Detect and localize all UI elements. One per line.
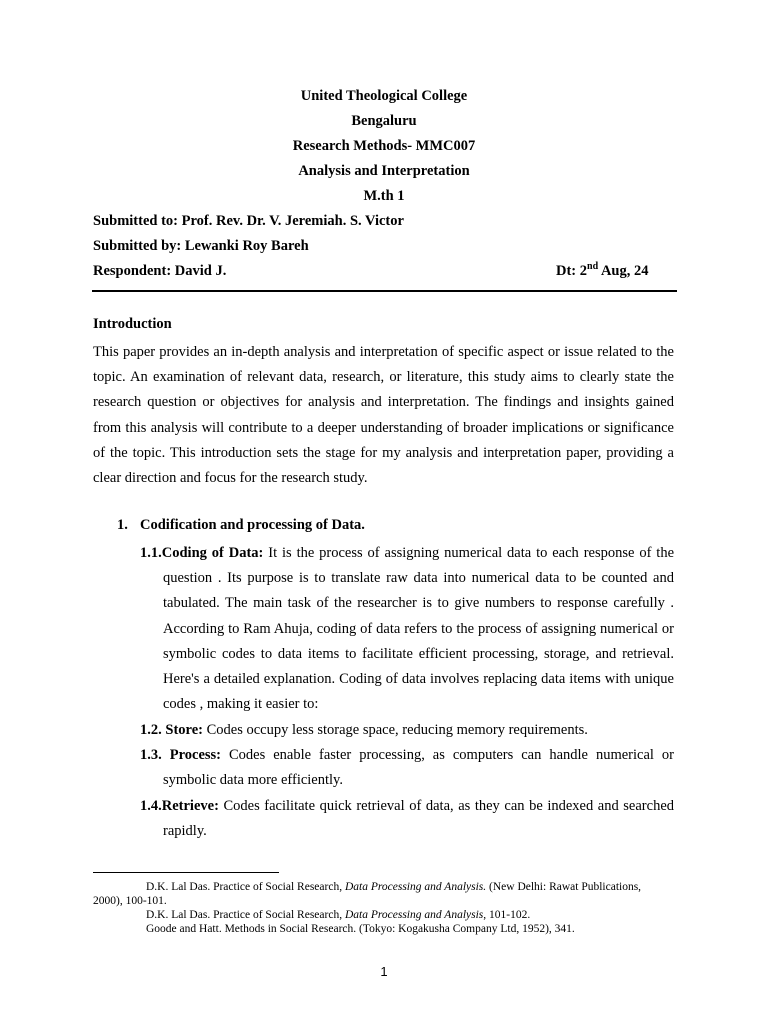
respondent: Respondent: David J. (93, 263, 227, 279)
subsection-text: It is the process of assigning numerical data to each response of the question . Its purpose is to translate raw data into numerical data to be counted and tabulated. The main task of the researcher is to give numbers to response carefully . According to Ram Ahuja, coding of data refers to the process of assigning numerical or symbolic codes to data items to facilitate efficient processing, storage, and retrieval. Here's a detailed explanation. Coding of data involves replacing data items with unique codes , making it easier to: (163, 545, 674, 713)
footnote-1: D.K. Lal Das. Practice of Social Research, Data Processing and Analysis. (New Delhi: Rawat Publications, 2000), 100-101. (93, 881, 642, 907)
introduction-heading: Introduction (93, 316, 172, 332)
subsection-1-3 (140, 743, 674, 793)
paper-topic: Analysis and Interpretation (298, 163, 470, 179)
page-number: 1 (380, 964, 388, 979)
subsection-1-2 (140, 718, 674, 743)
subsection-text: Codes enable faster processing, as computers can handle numerical or symbolic data more efficiently. (163, 747, 674, 789)
subsection-1-4 (140, 794, 674, 844)
submitted-by: Submitted by: Lewanki Roy Bareh (93, 238, 309, 254)
section-1-heading (117, 517, 365, 534)
subsection-text: Codes facilitate quick retrieval of data, as they can be indexed and searched rapidly. (163, 798, 674, 840)
subsection-label: 1.3. Process: (140, 747, 221, 763)
submitted-to: Submitted to: Prof. Rev. Dr. V. Jeremiah. S. Victor (93, 213, 404, 229)
date-superscript: nd (587, 261, 599, 273)
date-prefix: Dt: 2 (556, 263, 588, 279)
introduction-paragraph: This paper provides an in-depth analysis and interpretation of specific aspect or issue related to the topic. An examination of relevant data, research, or literature, this study aims to clearly state the research question or objectives for analysis and interpretation. The findings and insights gained from this analysis will contribute to a deeper understanding of broader implications or significance of the topic. This introduction sets the stage for my analysis and interpretation paper, providing a clear direction and focus for the research study. (93, 344, 674, 487)
date-suffix: Aug, 24 (598, 263, 649, 279)
subsection-label: 1.2. Store: (140, 722, 203, 738)
subsection-label: 1.4.Retrieve: (140, 798, 219, 814)
college-name: United Theological College (300, 88, 468, 104)
subsection-label: 1.1.Coding of Data: (140, 545, 264, 561)
subsection-1-1 (140, 541, 674, 717)
subsection-text: Codes occupy less storage space, reducing memory requirements. (202, 722, 588, 738)
footnote-2: D.K. Lal Das. Practice of Social Research, Data Processing and Analysis, 101-102. (146, 909, 531, 921)
course-title: Research Methods- MMC007 (292, 138, 476, 154)
footnote-divider (93, 872, 279, 873)
date (556, 263, 649, 280)
header-divider (92, 290, 677, 292)
city-name: Bengaluru (351, 113, 417, 129)
section-1-title: Codification and processing of Data. (140, 517, 365, 533)
section-1-number: 1. (117, 517, 128, 533)
program-name: M.th 1 (363, 188, 405, 204)
footnote-3: Goode and Hatt. Methods in Social Research. (Tokyo: Kogakusha Company Ltd, 1952), 341. (146, 923, 575, 935)
